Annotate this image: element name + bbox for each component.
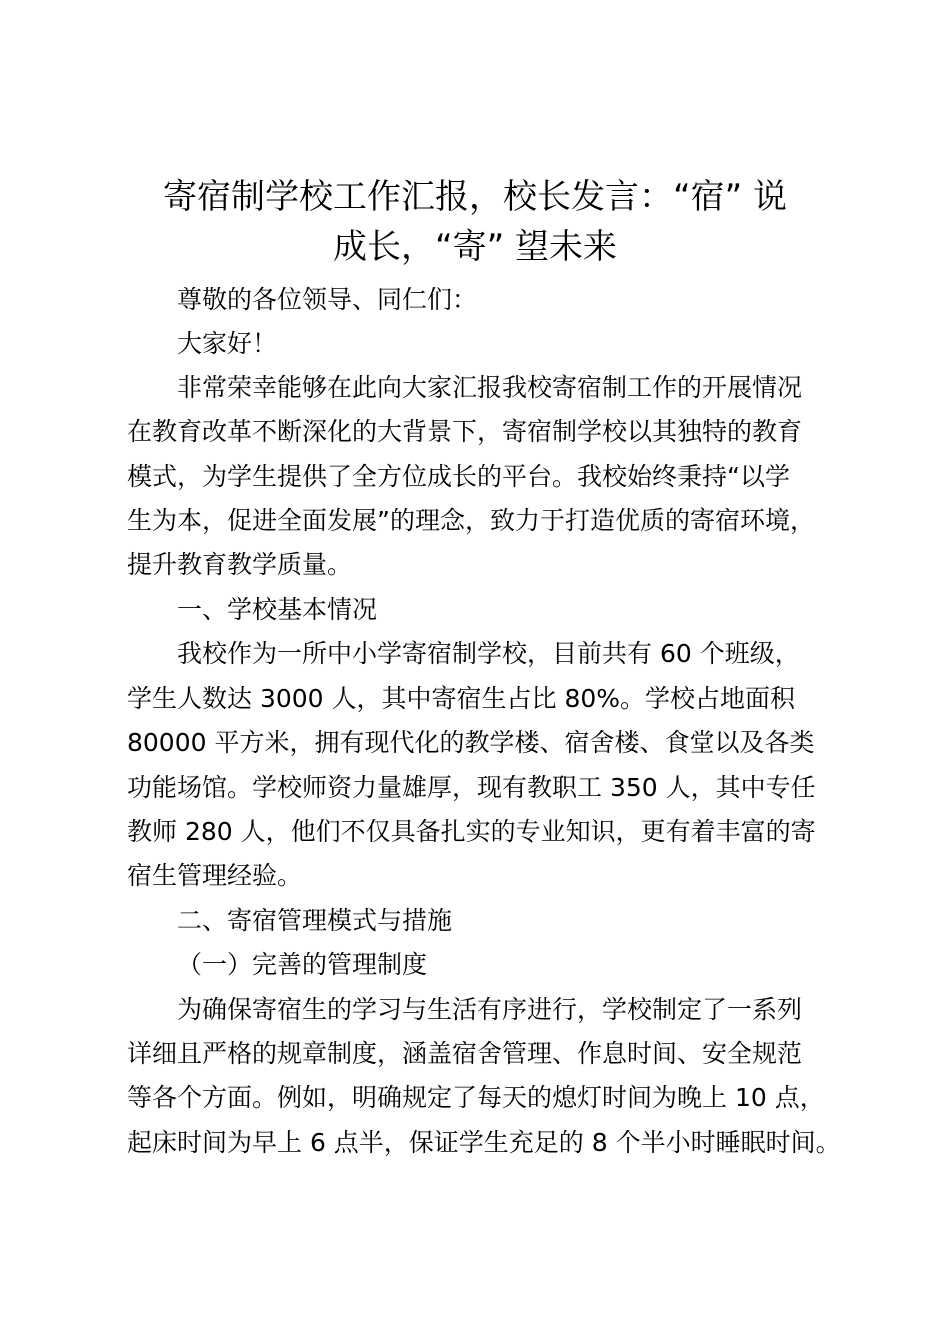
paragraph-line: 生为本，促进全面发展”的理念，致力于打造优质的寄宿环境， [127,506,815,535]
paragraph-line: 我校作为一所中小学寄宿制学校，目前共有 60 个班级， [177,639,800,668]
paragraph-line: 80000 平方米，拥有现代化的教学楼、宿舍楼、食堂以及各类 [127,728,815,757]
paragraph-line: 学生人数达 3000 人，其中寄宿生占比 80%。学校占地面积 [127,684,796,713]
document-title-line-2: 成长，“寄” 望未来 [332,227,618,267]
greeting: 大家好！ [177,329,278,358]
paragraph-line: 等各个方面。例如，明确规定了每天的熄灯时间为晚上 10 点， [127,1083,825,1112]
paragraph-line: 在教育改革不断深化的大背景下，寄宿制学校以其独特的教育 [127,417,803,446]
salutation: 尊敬的各位领导、同仁们： [177,285,478,314]
paragraph-line: 提升教育教学质量。 [127,550,353,579]
subsection-heading: （一）完善的管理制度 [177,950,428,979]
paragraph-line: 宿生管理经验。 [127,861,303,890]
section-heading: 二、寄宿管理模式与措施 [177,906,453,935]
paragraph-line: 起床时间为早上 6 点半，保证学生充足的 8 个半小时睡眠时间。 [127,1128,841,1157]
paragraph-line: 模式，为学生提供了全方位成长的平台。我校始终秉持“以学 [127,462,790,491]
paragraph-line: 非常荣幸能够在此向大家汇报我校寄宿制工作的开展情况 [177,373,803,402]
paragraph-line: 功能场馆。学校师资力量雄厚，现有教职工 350 人，其中专任 [127,773,816,802]
paragraph-line: 为确保寄宿生的学习与生活有序进行，学校制定了一系列 [177,995,803,1024]
document-title-line-1: 寄宿制学校工作汇报，校长发言：“宿” 说 [162,177,788,217]
paragraph-line: 详细且严格的规章制度，涵盖宿舍管理、作息时间、安全规范 [127,1039,803,1068]
paragraph-line: 教师 280 人，他们不仅具备扎实的专业知识，更有着丰富的寄 [127,817,816,846]
section-heading: 一、学校基本情况 [177,595,378,624]
